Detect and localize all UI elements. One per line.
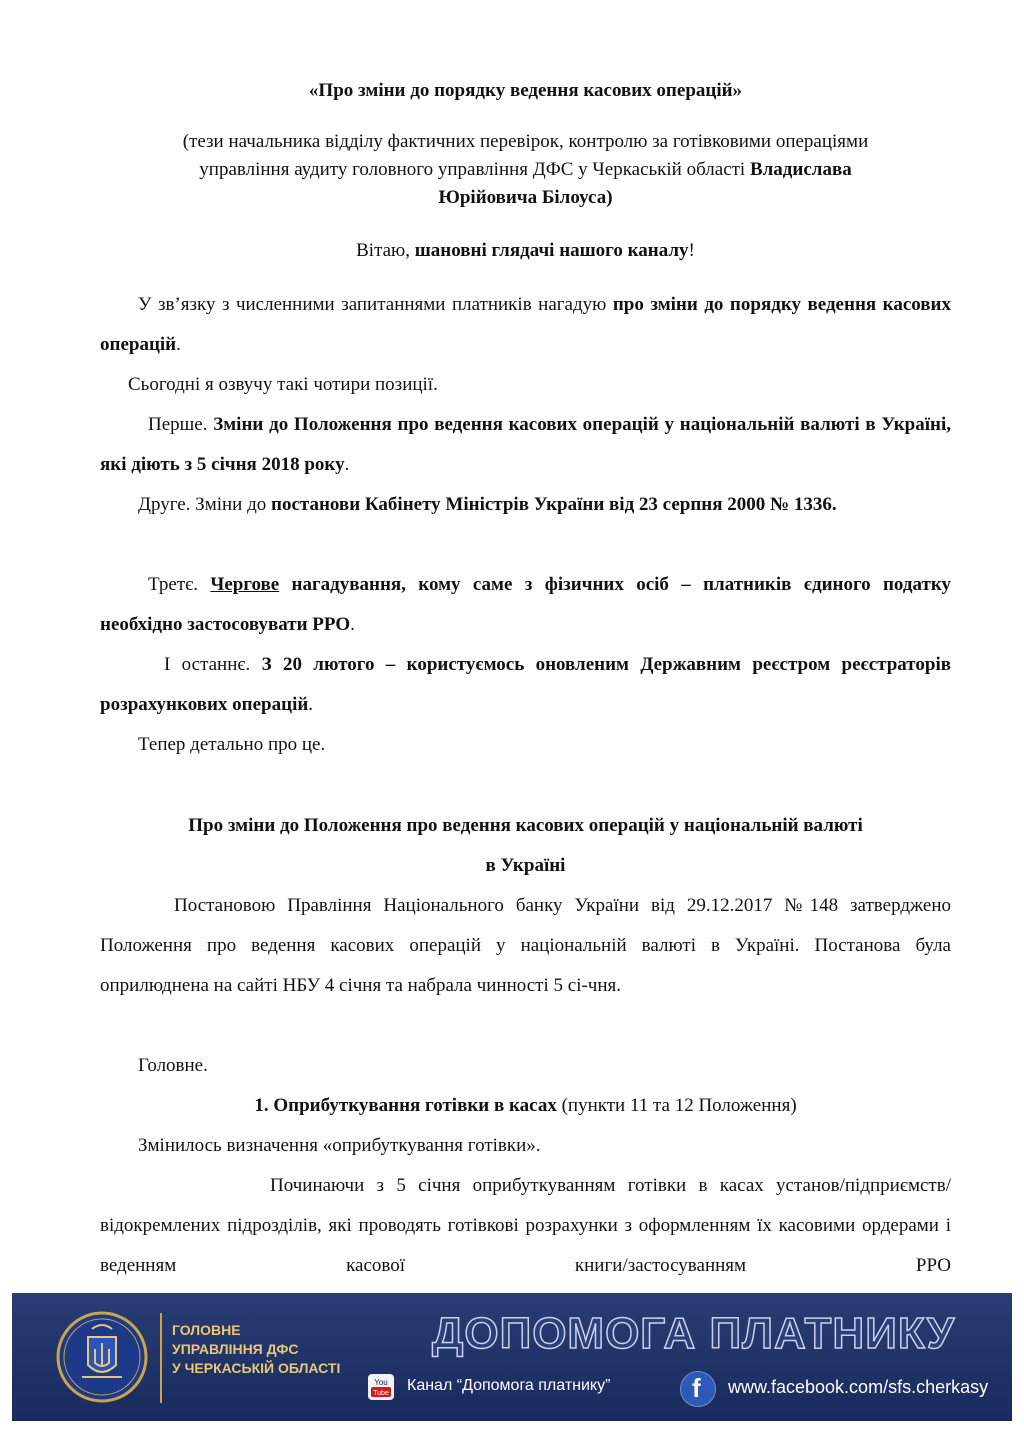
third-label: Третє. bbox=[148, 574, 211, 595]
dfs-emblem-icon bbox=[52, 1307, 152, 1407]
third-item bbox=[100, 565, 951, 645]
facebook-icon-glyph: f bbox=[692, 1373, 701, 1403]
point-1-heading bbox=[100, 1086, 951, 1126]
intro-paragraph bbox=[100, 285, 951, 365]
org-line-2: УПРАВЛІННЯ ДФС bbox=[172, 1341, 299, 1357]
today-paragraph: Сьогодні я озвучу такі чотири позиції. bbox=[128, 374, 438, 395]
second-label: Друге. Зміни до bbox=[138, 494, 272, 515]
point-1-ref: (пункти 11 та 12 Положення) bbox=[556, 1095, 797, 1116]
greeting-end: ! bbox=[688, 240, 695, 261]
subtitle bbox=[100, 128, 951, 212]
main-paragraph: Головне. bbox=[138, 1055, 208, 1076]
svg-text:You: You bbox=[374, 1378, 388, 1387]
third-bold: нагадування, кому саме з фізичних осіб – платників єдиного податку необхідно застосовувати РРО bbox=[100, 574, 951, 635]
last-bold: З 20 лютого – користуємось оновленим Державним реєстром реєстраторів розрахункових операцій bbox=[100, 654, 951, 715]
first-item bbox=[100, 405, 951, 485]
section-heading-line-2: в Україні bbox=[485, 855, 566, 876]
first-label: Перше. bbox=[148, 414, 214, 435]
second-item bbox=[100, 485, 951, 525]
footer-banner bbox=[12, 1293, 1012, 1421]
youtube-channel-link[interactable]: Канал “Допомога платнику” bbox=[407, 1377, 611, 1394]
first-end: . bbox=[344, 454, 350, 475]
greeting-bold: шановні глядачі нашого каналу bbox=[414, 240, 689, 261]
svg-text:Tube: Tube bbox=[373, 1390, 389, 1397]
facebook-link[interactable]: www.facebook.com/sfs.cherkasy bbox=[728, 1377, 989, 1397]
speaker-surname: Юрійовича Білоуса) bbox=[438, 187, 613, 208]
section-heading bbox=[100, 806, 951, 886]
last-label: І останнє. bbox=[164, 654, 262, 675]
intro-end: . bbox=[176, 334, 181, 355]
subtitle-line-2 bbox=[100, 156, 951, 184]
point-1-bold: 1. Оприбуткування готівки в касах bbox=[254, 1095, 557, 1116]
subtitle-line-3 bbox=[100, 184, 951, 212]
first-bold: Зміни до Положення про ведення касових операцій у національній валюті в Україні, які діють з 5 січня 2018 року bbox=[100, 414, 952, 475]
document-title: «Про зміни до порядку ведення касових операцій» bbox=[308, 80, 743, 101]
nbu-paragraph: Постановою Правління Національного банку України від 29.12.2017 №148 затверджено Положення про ведення касових операцій у національній валюті в Україні. Постанова була оприлюднена на сайті НБУ 4 січня та набрала чинності 5 сі-чня. bbox=[100, 895, 951, 996]
section-heading-line-1: Про зміни до Положення про ведення касових операцій у національній валюті bbox=[188, 815, 863, 836]
speaker-name: Владислава bbox=[749, 159, 852, 180]
org-name bbox=[172, 1321, 340, 1378]
third-underlined: Чергове bbox=[210, 574, 280, 595]
divider bbox=[160, 1313, 162, 1403]
greeting-start: Вітаю, bbox=[356, 240, 415, 261]
subtitle-line-1: (тези начальника відділу фактичних перевірок, контролю за готівковими операціями bbox=[182, 131, 869, 152]
second-bold: постанови Кабінету Міністрів України від 23 серпня 2000 № 1336. bbox=[271, 494, 837, 515]
intro-text: У зв’язку з численними запитаннями платників нагадую bbox=[138, 294, 613, 315]
facebook-icon[interactable] bbox=[680, 1371, 716, 1407]
now-paragraph: Тепер детально про це. bbox=[138, 734, 326, 755]
starting-paragraph: Починаючи з 5 січня оприбуткуванням готівки в касах установ/підприємств/відокремлених підрозділів, які проводять готівкові розрахунки з оформленням їх касовими ордерами і веденням касової книги/застосуванням РРО bbox=[100, 1175, 951, 1276]
org-line-3: У ЧЕРКАСЬКІЙ ОБЛАСТІ bbox=[172, 1360, 341, 1376]
org-line-1: ГОЛОВНЕ bbox=[172, 1322, 241, 1338]
greeting bbox=[100, 236, 951, 266]
intro-bold: про зміни до порядку ведення касових операцій bbox=[100, 294, 951, 355]
last-item bbox=[100, 645, 951, 725]
youtube-icon[interactable] bbox=[367, 1373, 395, 1401]
changed-paragraph: Змінилось визначення «оприбуткування готівки». bbox=[138, 1135, 541, 1156]
last-end: . bbox=[308, 694, 314, 715]
subtitle-text: управління аудиту головного управління ДФС у Черкаській області bbox=[199, 159, 750, 180]
third-end: . bbox=[350, 614, 355, 635]
banner-headline: ДОПОМОГА ПЛАТНИКУ bbox=[432, 1309, 956, 1358]
